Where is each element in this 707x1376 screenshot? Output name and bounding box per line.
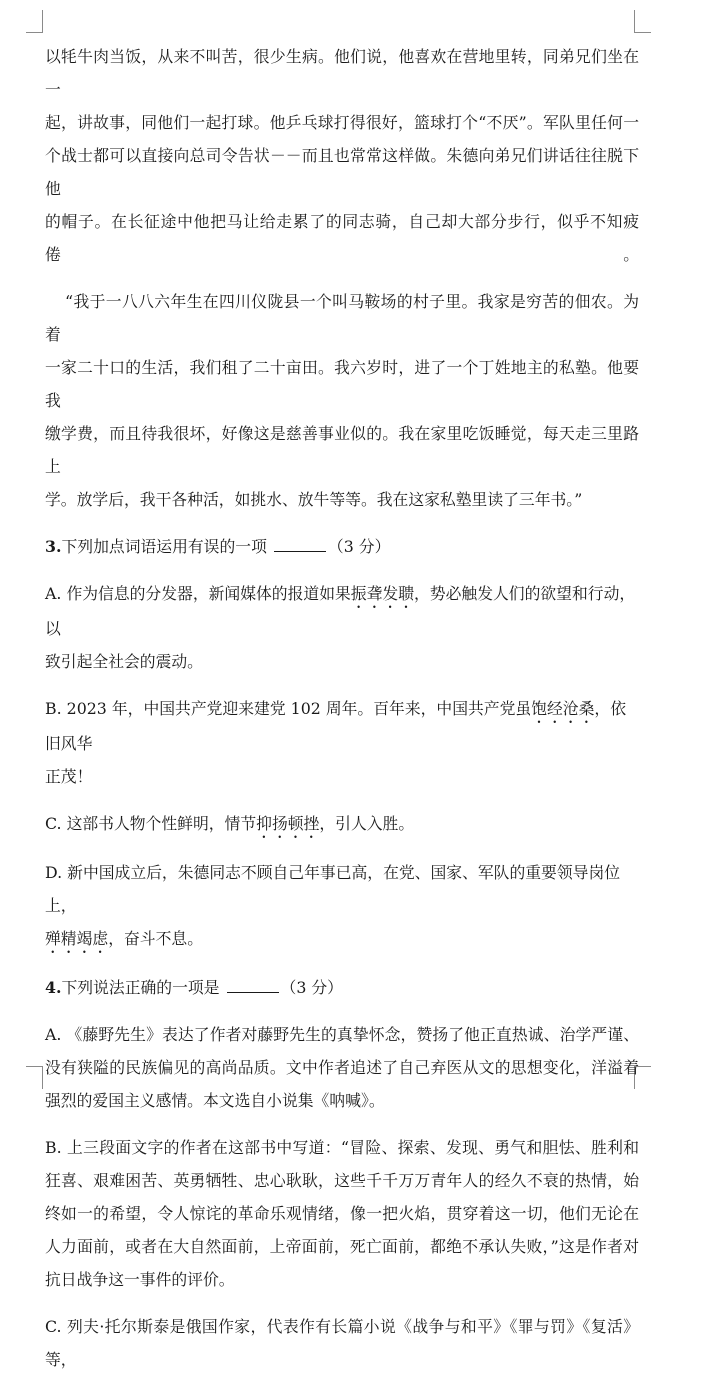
option-d: D. 新中国成立后，朱德同志不顾自己年事已高，在党、国家、军队的重要领导岗位上， 殚精竭虑，奋斗不息。 bbox=[45, 863, 621, 948]
option-b: B. 上三段面文字的作者在这部书中写道：“冒险、探索、发现、勇气和胆怯、胜利和狂喜、艰难困苦、英勇牺牲、忠心耿耿，这些千千万万青年人的经久不衰的热情，始终如一的希望，令人惊诧的革命乐观情绪，像一把火焰，贯穿着这一切，他们无论在人力面前，或者在大自然面前，上帝面前，死亡面前，都绝不承认失败，”这是作者对抗日战争这一事件的评价。 bbox=[45, 1138, 639, 1289]
question-3-stem bbox=[45, 530, 639, 563]
crop-mark-top-right bbox=[634, 10, 651, 33]
passage-paragraph-2 bbox=[45, 285, 639, 516]
text-line: “我于一八八六年生在四川仪陇县一个叫马鞍场的村子里。我家是穷苦的佃农。为着 bbox=[45, 292, 639, 344]
question-4 bbox=[45, 971, 639, 1376]
text-line: 缴学费，而且待我很坏，好像这是慈善事业似的。我在家里吃饭睡觉，每天走三里路上 bbox=[45, 424, 639, 476]
text-line: 一家二十口的生活，我们租了二十亩田。我六岁时，进了一个丁姓地主的私塾。他要我 bbox=[45, 358, 639, 410]
text-line: 个战士都可以直接向总司令告状－－而且也常常这样做。朱德向弟兄们讲话往往脱下他 bbox=[45, 146, 639, 198]
option-a: A. 作为信息的分发器，新闻媒体的报道如果振聋发聩，势必触发人们的欲望和行动，以 致引起全社会的震动。 bbox=[45, 584, 636, 671]
crop-mark-top-left bbox=[26, 10, 43, 33]
option-c: C. 这部书人物个性鲜明，情节抑扬顿挫，引人入胜。 bbox=[45, 814, 415, 833]
dotted-phrase: 殚精竭虑 bbox=[45, 929, 109, 948]
dotted-phrase: 振聋发聩 bbox=[350, 584, 414, 603]
question-number: 4. bbox=[45, 978, 62, 997]
crop-mark-bottom-left bbox=[26, 1066, 43, 1089]
document-body bbox=[45, 40, 639, 1376]
question-score: （3 分） bbox=[280, 978, 343, 997]
question-stem-text: 下列加点词语运用有误的一项 bbox=[61, 537, 267, 556]
question-number: 3. bbox=[45, 537, 62, 556]
passage-paragraph-1 bbox=[45, 40, 639, 271]
text-line: 起，讲故事，同他们一起打球。他乒乓球打得很好，篮球打个“不厌”。军队里任何一 bbox=[45, 113, 639, 132]
text-line: 学。放学后，我干各种活，如挑水、放牛等等。我在这家私塾里读了三年书。” bbox=[45, 490, 583, 509]
option-b: B. 2023 年，中国共产党迎来建党 102 周年。百年来，中国共产党虽饱经沧桑，依旧风华 正茂！ bbox=[45, 699, 627, 786]
question-3 bbox=[45, 530, 639, 957]
question-4-stem bbox=[45, 971, 639, 1004]
answer-blank[interactable] bbox=[274, 537, 326, 552]
answer-blank[interactable] bbox=[227, 978, 279, 993]
question-score: （3 分） bbox=[327, 537, 391, 556]
dotted-phrase: 饱经沧桑 bbox=[531, 699, 595, 718]
question-stem-text: 下列说法正确的一项是 bbox=[61, 978, 220, 997]
text-line: 的帽子。在长征途中他把马让给走累了的同志骑，自己却大部分步行，似乎不知疲倦。 bbox=[45, 212, 639, 264]
option-c: C. 列夫·托尔斯泰是俄国作家，代表作有长篇小说《战争与和平》《罪与罚》《复活》等， bbox=[45, 1317, 639, 1369]
option-a: A. 《藤野先生》表达了作者对藤野先生的真挚怀念，赞扬了他正直热诚、治学严谨、没有狭隘的民族偏见的高尚品质。文中作者追述了自己弃医从文的思想变化，洋溢着强烈的爱国主义感情。本文选自小说集《呐喊》。 bbox=[45, 1025, 639, 1110]
text-line: 以牦牛肉当饭，从来不叫苦，很少生病。他们说，他喜欢在营地里转，同弟兄们坐在一 bbox=[45, 47, 639, 99]
dotted-phrase: 抑扬顿挫 bbox=[256, 814, 320, 833]
